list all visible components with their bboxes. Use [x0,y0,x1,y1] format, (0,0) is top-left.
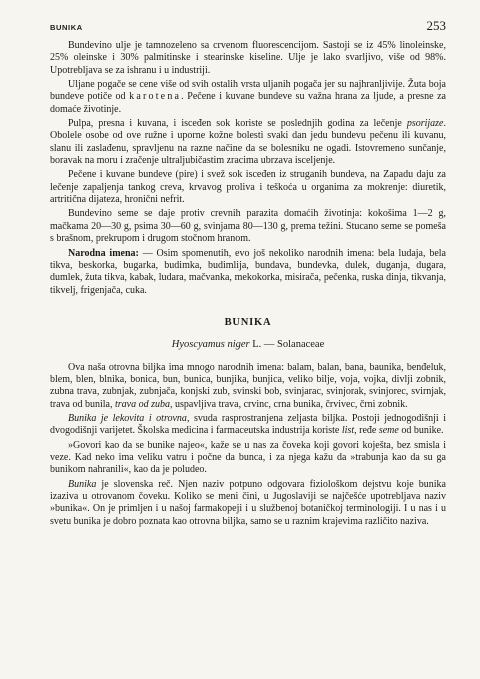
running-head [50,18,446,40]
page-number: 253 [426,18,446,33]
paragraph-puree: Pečene i kuvane bundeve (pire) i svež sok isceđen iz struganih bundeva, na Zapadu daju za lečenje zapaljenja tankog creva, krvavog proliva i teškoća u organima za mokrenje: diuretik, artritična dijateza, hronični nefrit. [50,169,446,206]
paragraph-names: Ova našа otrovna biljka ima mnogo narodnih imena: balam, balan, bana, baunika, benđeluk, blem, blen, blnika, bonica, bun, bunica, bunjika, bunjica, veliko bilje, voja, vojka, divlji zobnik, zubna trava, zubnjak, zubnjača, konjski zub, svinski bob, svinjarac, svinjorak, svinjorec, svirnjak, trava od bunila, trava od zuba, uspavljiva trava, crvinc, crna bunika, črvivec, črni zobnik. [50,361,446,410]
section-title: BUNIKA [224,316,272,328]
paragraph-folk-names: Narodna imena: — Osim spomenutih, evo još nekoliko narodnih imena: bela ludaja, bela tikva, beskorka, bugarka, budimka, budimlija, bundava, bundevka, dulek, duganja, dugara, dumlek, žuta tikva, kabak, ludara, mačvanka, mekokorka, misirača, pečenka, ruska dinja, tikvanja, tikvelj, frigenjača, cuka. [50,247,446,296]
spaced-word-karotena: karotena [129,91,182,103]
paragraph-psoriasis: Pulpa, presna i kuvana, i isceđen sok koriste se poslednjih godina za lečenje psorijaze. Obolele osobe od ove ružne i uporne kožne bolesti svaki dan jedu bundevu pečenu ili kuvanu, slanu ili zaslađenu, spravljenu na razne načine da se bolesniku ne ogadi. Istovremeno sunčanje, boravak na moru i zračenje ultraljubičastim zracima ubrzava isceljenje. [50,118,446,167]
paragraph-medicinal: Bunika je lekovita i otrovna, svuda rasprostranjena zeljasta biljka. Postoji jednogodišnji i dvogodišnji varijetet. Školska medicina i farmaceutska industrija koriste list, ređe seme od bunike. [50,412,446,437]
paragraph-etymology: Bunika je slovenska reč. Njen naziv potpuno odgovara fiziološkom dejstvu koje bunika izaziva u otrovanom čoveku. Koliko se meni čini, u Jugoslaviji se najčešće upotrebljava naziv »bunika«. On je primljen i u našoj farmakopeji i u službenoj botaničkoj terminologiji. I u nas i u svetu bunika je dobro poznata kao otrovna biljka, samo se u raznim krajevima različito naziva. [50,478,446,527]
paragraph-oil: Bundevino ulje je tamnozeleno sa crvenom fluorescencijom. Sastoji se iz 45% linoleinske, 25% oleinske i 30% palmitinske i stearinske kiseline. Ulje je lako svarljivo, više od 98%. Upotrebljava se za ishranu i u industriji. [50,40,446,76]
running-title: BUNIKA [50,23,83,32]
paragraph-oilcake: Uljane pogače se cene više od svih ostalih vrsta uljanih pogača jer su najhranljivije. Žuta boja bundeve potiče od karotena. Pečene i kuvane bundeve su važna hrana za ljude, a presne za domaće životinje. [50,79,446,115]
page-body [50,40,446,528]
binomial-name: Hyoscyamus niger L. — Solanaceae [171,339,325,351]
paragraph-saying: »Govori kao da se bunike najeo«, kaže se u nas za čoveka koji govori koješta, bez smisla i veze. Kad neko ima veliku vatru i počne da bunca, i za njega kažu da »trabunja kao da su ga bunikom nahranili«, kao da je poludeo. [50,439,446,476]
folk-names-label: Narodna imena: [68,247,139,259]
paragraph-seeds: Bundevino seme se daje protiv crevnih parazita domaćih životinja: kokošima 1—2 g, mačkama 20—30 g, psima 30—60 g, svinjama 80—130 g, prema težini. Stucano seme se pomeša s brašnom, prekrupom i drugom stočnom hranom. [50,208,446,245]
